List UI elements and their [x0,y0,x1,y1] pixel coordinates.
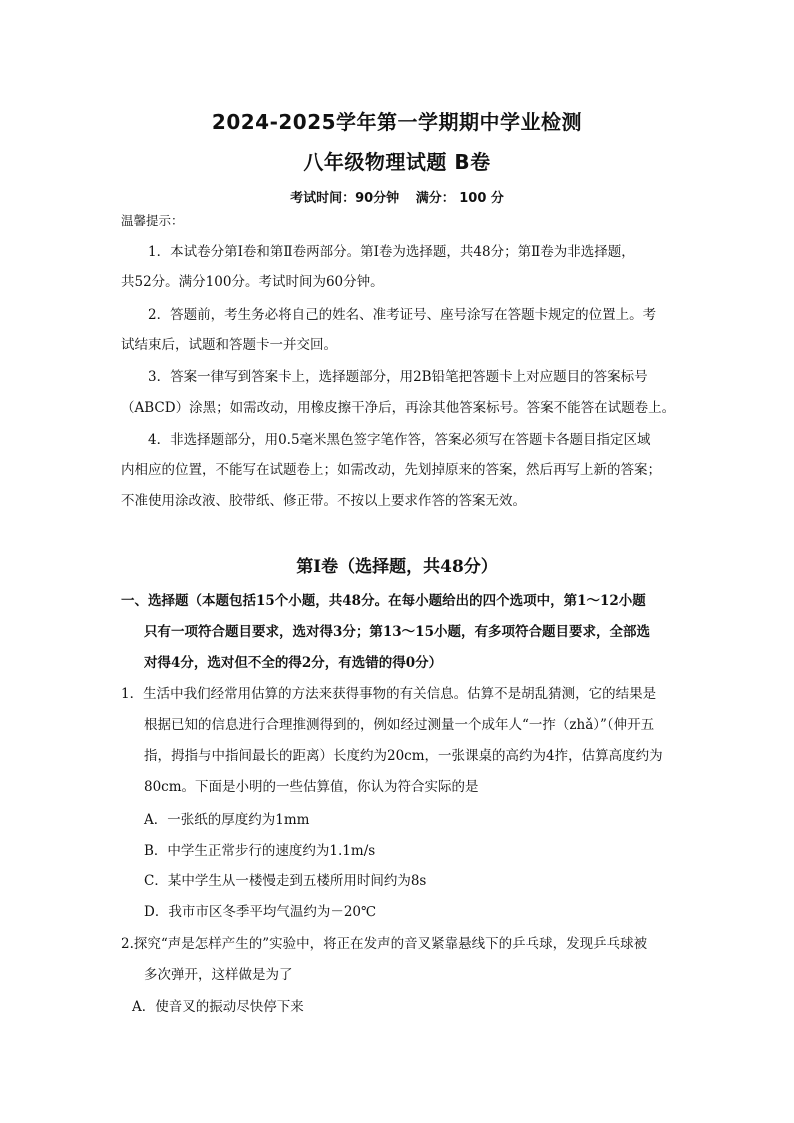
notice-line: 内相应的位置，不能写在试题卷上；如需改动，先划掉原来的答案，然后再写上新的答案； [121,462,661,478]
question-2-line: 多次弹开，这样做是为了 [144,967,293,983]
question-2-option-a: A．使音叉的振动尽快停下来 [132,999,304,1015]
exam-time: 考试时间：90分钟 [290,191,400,206]
notice-line: 不准使用涂改液、胶带纸、修正带。不按以上要求作答的答案无效。 [121,493,526,509]
question-1-line: 指，拇指与中指间最长的距离）长度约为20cm，一张课桌的高约为4拃，估算高度约为 [144,748,663,764]
exam-meta [0,187,794,206]
question-1-line: 80cm。下面是小明的一些估算值，你认为符合实际的是 [144,779,479,795]
exam-title: 2024-2025学年第一学期期中学业检测 [211,110,583,134]
question-1-option-a: A．一张纸的厚度约为1mm [144,812,310,828]
notice-line: 共52分。满分100分。考试时间为60分钟。 [121,274,384,290]
notice-line: （ABCD）涂黑；如需改动，用橡皮擦干净后，再涂其他答案标号。答案不能答在试题卷上。 [121,400,676,416]
part-instruction-line: 只有一项符合题目要求，选对得3分；第13～15小题，有多项符合题目要求，全部选 [144,624,650,640]
notice-line: 试结束后，试题和答题卡一并交回。 [121,337,337,353]
notice-heading: 温馨提示： [121,213,184,228]
question-2-line: 2.探究“声是怎样产生的”实验中，将正在发声的音叉紧靠悬线下的乒乓球，发现乒乓球被 [121,936,648,952]
notice-line: 2．答题前，考生务必将自己的姓名、准考证号、座号涂写在答题卡规定的位置上。考 [148,307,657,323]
section-title: 第Ⅰ卷（选择题，共48分） [296,557,498,577]
exam-subtitle: 八年级物理试题 B卷 [303,150,491,174]
full-score: 满分： 100 分 [415,191,504,206]
notice-line: 3．答案一律写到答案卡上，选择题部分，用2B铅笔把答题卡上对应题目的答案标号 [148,369,648,385]
question-1-option-c: C．某中学生从一楼慢走到五楼所用时间约为8s [144,873,427,889]
part-instruction-line: 对得4分，选对但不全的得2分，有选错的得0分） [144,655,443,671]
notice-line: 4．非选择题部分，用0.5毫米黑色签字笔作答，答案必须写在答题卡各题目指定区域 [148,432,651,448]
part-instruction-line: 一、选择题（本题包括15个小题，共48分。在每小题给出的四个选项中，第1～12小题 [121,593,646,609]
question-1-line: 1．生活中我们经常用估算的方法来获得事物的有关信息。估算不是胡乱猜测，它的结果是 [121,686,657,702]
question-1-option-d: D．我市市区冬季平均气温约为－20℃ [144,904,377,920]
question-1-line: 根据已知的信息进行合理推测得到的，例如经过测量一个成年人“一拃（zhǎ）”（伸开五 [144,717,655,733]
question-1-option-b: B．中学生正常步行的速度约为1.1m/s [144,843,376,859]
notice-line: 1．本试卷分第Ⅰ卷和第Ⅱ卷两部分。第Ⅰ卷为选择题，共48分；第Ⅱ卷为非选择题， [148,244,635,260]
